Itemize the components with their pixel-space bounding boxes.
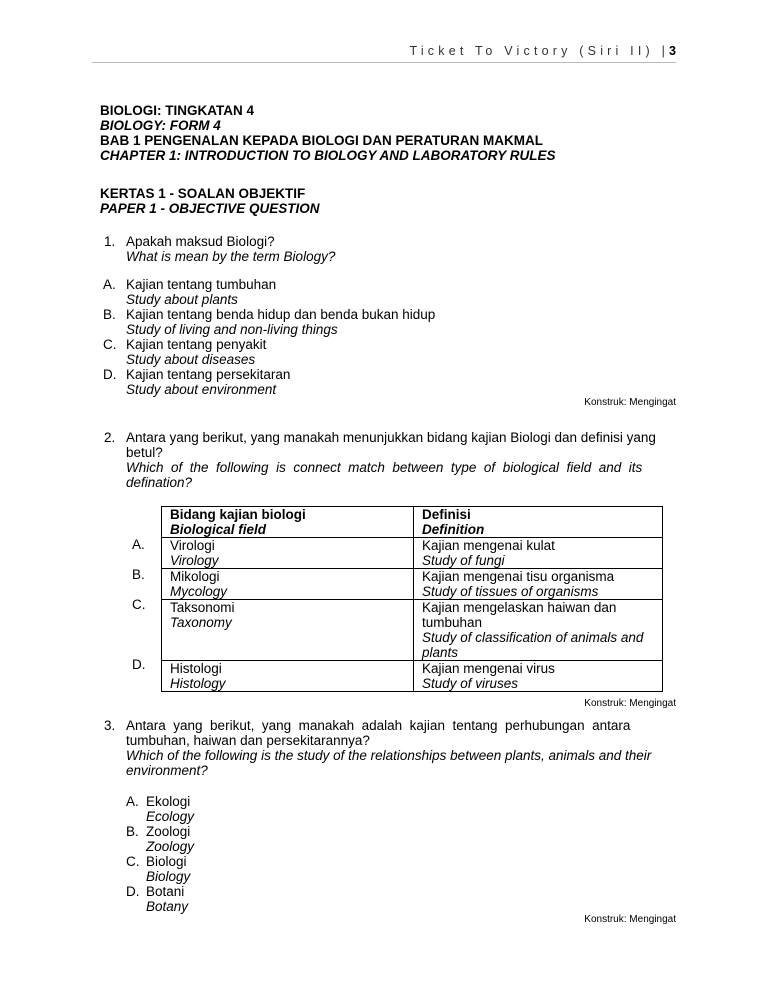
question-text-en: Which of the following is connect match between type of biological field and its (126, 460, 643, 475)
field-definition-table (161, 506, 663, 692)
definition-en: plants (422, 645, 459, 660)
row-letter: D. (132, 657, 146, 672)
definition-en: Study of tissues of organisms (422, 584, 599, 599)
option-letter: B. (126, 824, 139, 839)
subject-title-en: BIOLOGY: FORM 4 (100, 118, 221, 133)
question-text-en: defination? (126, 475, 193, 490)
option-text-en: Study about plants (126, 292, 238, 307)
option-text-en: Study about environment (126, 382, 277, 397)
col2-header-en: Definition (422, 522, 485, 537)
table-row (162, 661, 663, 692)
construct-label: Konstruk: Mengingat (584, 698, 676, 709)
option-letter: A. (126, 794, 139, 809)
question-number: 3. (104, 718, 116, 733)
definition-en: Study of fungi (422, 553, 505, 568)
col2-header-ms: Definisi (422, 507, 471, 522)
option-text-en: Ecology (146, 809, 195, 824)
field-en: Virology (170, 553, 219, 568)
option-text-ms: Kajian tentang benda hidup dan benda bukan hidup (126, 307, 436, 322)
field-en: Mycology (170, 584, 228, 599)
table-header-row (162, 507, 663, 538)
option-text-ms: Biologi (146, 854, 187, 869)
col1-header-ms: Bidang kajian biologi (170, 507, 306, 522)
option-text-en: Botany (146, 899, 189, 914)
option-text-ms: Kajian tentang penyakit (126, 337, 267, 352)
option-text-ms: Botani (146, 884, 185, 899)
running-title: Ticket To Victory (Siri II) (409, 44, 654, 58)
option-letter: D. (103, 367, 117, 382)
field-ms: Mikologi (170, 569, 220, 584)
construct-label: Konstruk: Mengingat (584, 397, 676, 408)
option-letter: D. (126, 884, 140, 899)
definition-ms: Kajian mengelaskan haiwan dan (422, 600, 617, 615)
question-text-en: environment? (126, 763, 208, 778)
field-ms: Virologi (170, 538, 215, 553)
option-text-ms: Kajian tentang tumbuhan (126, 277, 277, 292)
field-en: Taxonomy (170, 615, 232, 630)
option-text-ms: Kajian tentang persekitaran (126, 367, 291, 382)
definition-ms: tumbuhan (422, 615, 483, 630)
row-letter: C. (132, 597, 146, 612)
question-text-ms: betul? (126, 445, 163, 460)
construct-label: Konstruk: Mengingat (584, 914, 676, 925)
chapter-title-en: CHAPTER 1: INTRODUCTION TO BIOLOGY AND LABORATORY RULES (100, 148, 556, 163)
col1-header-en: Biological field (170, 522, 267, 537)
row-letter: B. (132, 567, 145, 582)
definition-ms: Kajian mengenai virus (422, 661, 555, 676)
chapter-title-ms: BAB 1 PENGENALAN KEPADA BIOLOGI DAN PERATURAN MAKMAL (100, 133, 544, 148)
question-text-ms: Antara yang berikut, yang manakah adalah kajian tentang perhubungan antara (126, 718, 631, 733)
definition-en: Study of viruses (422, 676, 519, 691)
running-header (409, 44, 676, 58)
question-text-ms: Apakah maksud Biologi? (126, 234, 275, 249)
field-ms: Histologi (170, 661, 222, 676)
question-text-en: What is mean by the term Biology? (126, 249, 336, 264)
definition-ms: Kajian mengenai kulat (422, 538, 555, 553)
question-number: 1. (104, 234, 116, 249)
table-row (162, 569, 663, 600)
option-letter: C. (103, 337, 117, 352)
field-en: Histology (170, 676, 226, 691)
page-number: 3 (669, 44, 676, 58)
paper-title-en: PAPER 1 - OBJECTIVE QUESTION (100, 201, 320, 216)
option-letter: A. (103, 277, 116, 292)
table-row (162, 538, 663, 569)
field-ms: Taksonomi (170, 600, 235, 615)
option-text-ms: Ekologi (146, 794, 191, 809)
question-text-ms: Antara yang berikut, yang manakah menunjukkan bidang kajian Biologi dan definisi yang (126, 430, 656, 445)
option-letter: B. (103, 307, 116, 322)
option-text-en: Study of living and non-living things (126, 322, 338, 337)
option-letter: C. (126, 854, 140, 869)
paper-title-ms: KERTAS 1 - SOALAN OBJEKTIF (100, 186, 306, 201)
header-separator: | (661, 44, 670, 58)
subject-title-ms: BIOLOGI: TINGKATAN 4 (100, 103, 254, 118)
option-text-en: Biology (146, 869, 191, 884)
option-text-en: Zoology (146, 839, 195, 854)
option-text-ms: Zoologi (146, 824, 191, 839)
header-rule (92, 62, 676, 63)
option-text-en: Study about diseases (126, 352, 256, 367)
question-text-ms: tumbuhan, haiwan dan persekitarannya? (126, 733, 370, 748)
definition-ms: Kajian mengenai tisu organisma (422, 569, 615, 584)
table-row (162, 600, 663, 661)
row-letter: A. (132, 537, 145, 552)
question-number: 2. (104, 430, 116, 445)
question-text-en: Which of the following is the study of the relationships between plants, animals and their (126, 748, 652, 763)
definition-en: Study of classification of animals and (422, 630, 644, 645)
